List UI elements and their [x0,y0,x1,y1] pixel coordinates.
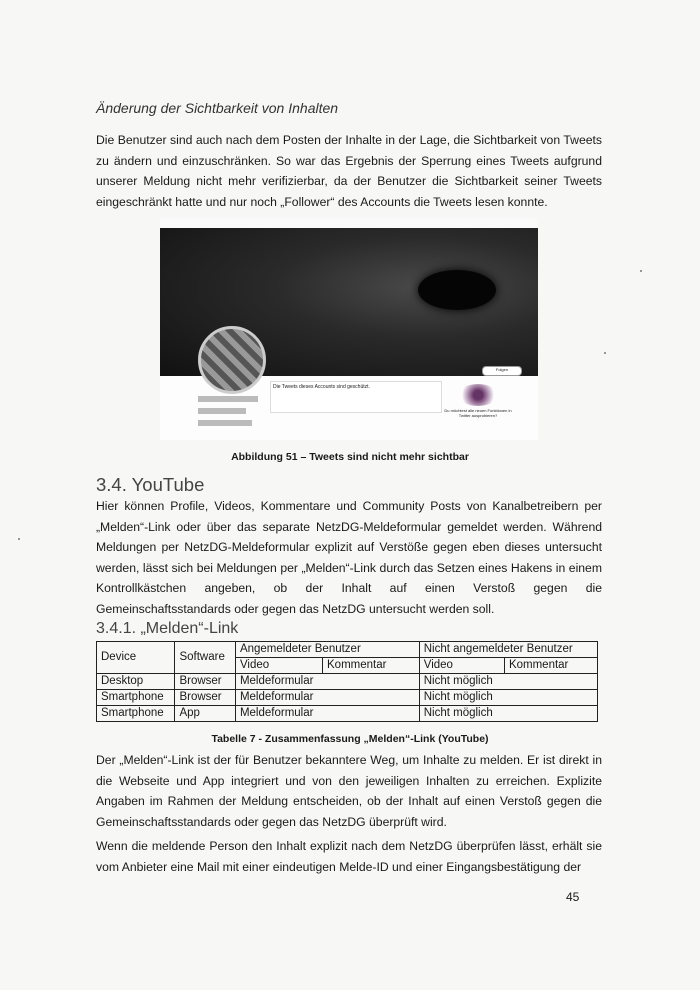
header-registered: Angemeldeter Benutzer [235,642,419,658]
figure-twitter-screenshot [160,218,538,440]
cell-device: Desktop [97,674,175,690]
header-unregistered: Nicht angemeldeter Benutzer [419,642,597,658]
cell-unregistered: Nicht möglich [419,690,597,706]
paragraph-visibility: Die Benutzer sind auch nach dem Posten der Inhalte in der Lage, die Sichtbarkeit von Tweets zu ändern und einzuschränken. So war das Ergebnis der Sperrung eines Tweets aufgrund unserer Meldung nicht mehr verifizierbar, da der Benutzer die Sichtbarkeit seiner Tweets eingeschränkt hatte und nur noch „Follower“ des Accounts die Tweets lesen konnte. [96,133,602,209]
figure-topbar [160,218,538,228]
blurred-bio [198,420,252,426]
banner-eye [418,270,496,310]
protected-title: Die Tweets dieses Accounts sind geschützt. [273,384,370,390]
follow-button: Folgen [482,366,522,376]
paragraph-netzdg-mail: Wenn die meldende Person den Inhalt explizit nach dem NetzDG überprüfen lässt, erhält sie vom Anbieter eine Mail mit einer eindeutigen Melde-ID und einer Eingangsbestätigung der [96,839,602,874]
subheader-registered-video: Video [235,658,322,674]
cell-registered: Meldeformular [235,706,419,722]
cell-software: Browser [175,690,236,706]
avatar [198,326,266,394]
cell-unregistered: Nicht möglich [419,706,597,722]
table-row [97,674,598,690]
table-row [97,690,598,706]
cell-software: Browser [175,674,236,690]
table-caption: Tabelle 7 - Zusammenfassung „Melden“-Link (YouTube) [211,733,489,745]
cell-device: Smartphone [97,690,175,706]
subsection-heading-melden-link: 3.4.1. „Melden“-Link [96,620,239,637]
table-header-row [97,642,598,658]
summary-table [96,641,598,722]
blurred-name [198,396,258,402]
promo-text: Du möchtest alle neuen Funktionen in Twitter ausprobieren? [444,408,512,418]
section-heading-youtube: 3.4. YouTube [96,474,205,495]
table-row [97,706,598,722]
cell-registered: Meldeformular [235,674,419,690]
paragraph-melden-link: Der „Melden“-Link ist der für Benutzer bekanntere Weg, um Inhalte zu melden. Er ist direkt in die Webseite und App integriert und von den jeweiligen Inhalten zu erreichen. Explizite Angaben im Rahmen der Meldung entscheiden, ob der Inhalt auf einen Verstoß gegen die Gemeinschaftsstandards oder gegen das NetzDG überprüft wird. [96,753,602,829]
promo-illustration [458,384,498,406]
scan-speck [18,538,20,540]
subheading-visibility: Änderung der Sichtbarkeit von Inhalten [96,100,339,116]
cell-registered: Meldeformular [235,690,419,706]
cell-unregistered: Nicht möglich [419,674,597,690]
paragraph-youtube-intro: Hier können Profile, Videos, Kommentare und Community Posts von Kanalbetreibern per „Melden“-Link oder über das separate NetzDG-Meldeformular gemeldet werden. Während Meldungen per NetzDG-Meldeformular explizit auf Verstöße gegen eben dieses untersucht werden, lässt sich bei Meldungen per „Melden“-Link durch das Setzen eines Hakens in einem Kontrollkästchen angeben, ob der Inhalt auf einen Verstoß gegen die Gemeinschaftsstandards oder gegen das NetzDG untersucht werden soll. [96,499,602,616]
subheader-unregistered-comment: Kommentar [504,658,597,674]
promo-box [444,384,512,434]
blurred-handle [198,408,246,414]
header-software: Software [175,642,236,674]
figure-caption: Abbildung 51 – Tweets sind nicht mehr sichtbar [231,451,469,463]
header-device: Device [97,642,175,674]
scan-speck [604,352,606,354]
subheader-unregistered-video: Video [419,658,504,674]
protected-notice [270,381,442,413]
cell-device: Smartphone [97,706,175,722]
cell-software: App [175,706,236,722]
page-number: 45 [566,890,580,904]
subheader-registered-comment: Kommentar [323,658,420,674]
scan-speck [640,270,642,272]
